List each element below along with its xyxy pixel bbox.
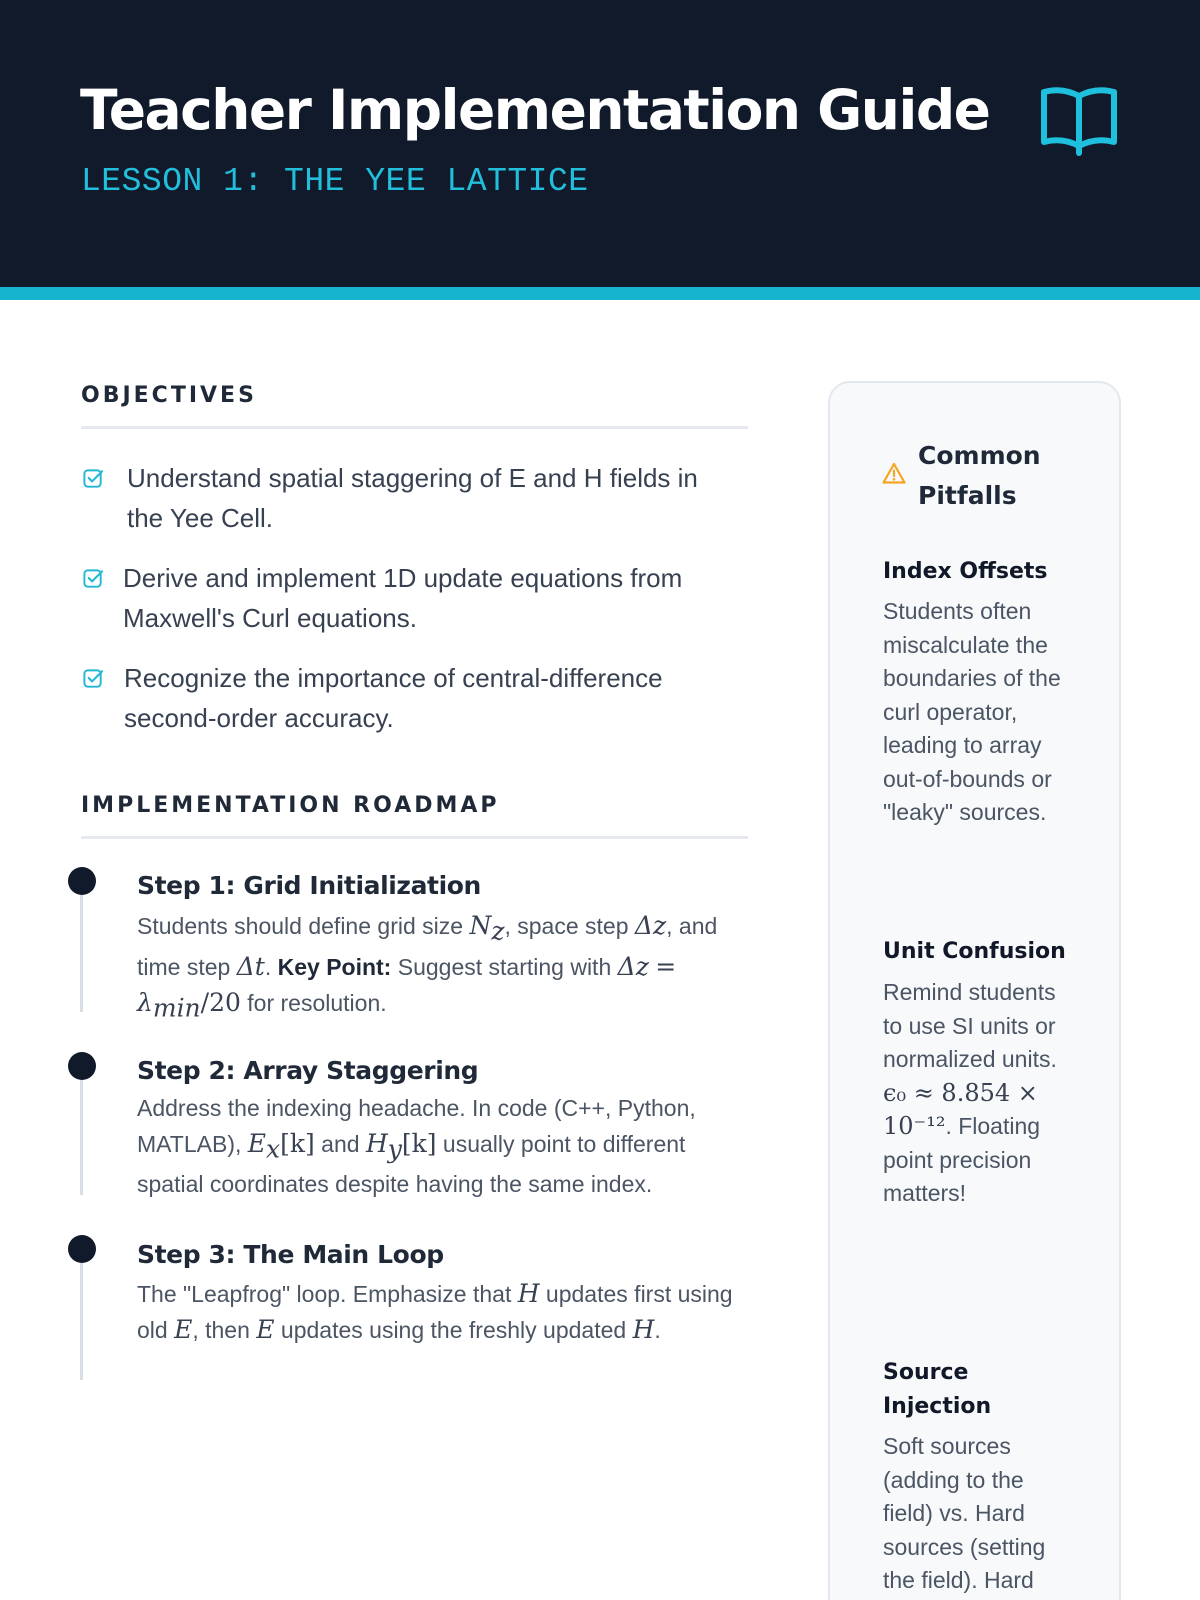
- pitfall-title: Unit Confusion: [883, 939, 1066, 964]
- objective-text: Recognize the importance of central-difference second-order accuracy.: [124, 663, 663, 733]
- timeline-line: [80, 880, 83, 1012]
- timeline-line: [80, 1065, 83, 1195]
- objectives-heading: OBJECTIVES: [81, 383, 257, 408]
- roadmap-divider: [81, 836, 748, 839]
- page-title: Teacher Implementation Guide: [80, 78, 990, 142]
- pitfall-description: Remind students to use SI units or normalized units. ϵ₀ ≈ 8.854 × 10⁻¹². Floating point precision matters!: [883, 979, 1057, 1206]
- lesson-subtitle: LESSON 1: THE YEE LATTICE: [81, 163, 589, 200]
- pitfall-title: Index Offsets: [883, 559, 1048, 584]
- warning-triangle-icon: [882, 462, 906, 484]
- step-title: Step 2: Array Staggering: [137, 1056, 479, 1085]
- objective-text: Understand spatial staggering of E and H fields in the Yee Cell.: [127, 463, 698, 533]
- objectives-divider: [81, 426, 748, 429]
- page-header: [0, 0, 1200, 287]
- checkbox-icon: [82, 567, 105, 590]
- step-description: The "Leapfrog" loop. Emphasize that H updates first using old E, then E updates using the freshly updated H.: [137, 1279, 733, 1344]
- step-title: Step 3: The Main Loop: [137, 1240, 444, 1269]
- roadmap-heading: IMPLEMENTATION ROADMAP: [81, 793, 500, 818]
- pitfall-description: Soft sources (adding to the field) vs. Hard sources (setting the field). Hard: [883, 1433, 1046, 1593]
- timeline-dot: [68, 1052, 96, 1080]
- book-open-icon: [1040, 84, 1118, 156]
- timeline-line: [80, 1248, 83, 1380]
- checkbox-icon: [82, 667, 105, 690]
- key-point-label: Key Point:: [277, 953, 392, 980]
- objective-text: Derive and implement 1D update equations from Maxwell's Curl equations.: [123, 563, 683, 633]
- pitfall-description: Students often miscalculate the boundaries of the curl operator, leading to array out-of-bounds or "leaky" sources.: [883, 598, 1061, 825]
- timeline-dot: [68, 867, 96, 895]
- timeline-dot: [68, 1235, 96, 1263]
- step-description: Address the indexing headache. In code (C++, Python, MATLAB), $E_x[k]$ and $H_y[k]$ usually point to different spatial coordinates despite having the same index.: [137, 1095, 696, 1197]
- pitfall-title: Source Injection: [883, 1360, 992, 1419]
- header-accent-bar: [0, 287, 1200, 300]
- pitfalls-title: Common Pitfalls: [918, 441, 1041, 510]
- step-description: Students should define grid size $N_z$, space step Δz, and time step Δt. Key Point: Suggest starting with $\Delta z = \lambda_{min}/20$ for resolution.: [137, 911, 718, 1023]
- step-title: Step 1: Grid Initialization: [137, 871, 481, 900]
- checkbox-icon: [82, 467, 105, 490]
